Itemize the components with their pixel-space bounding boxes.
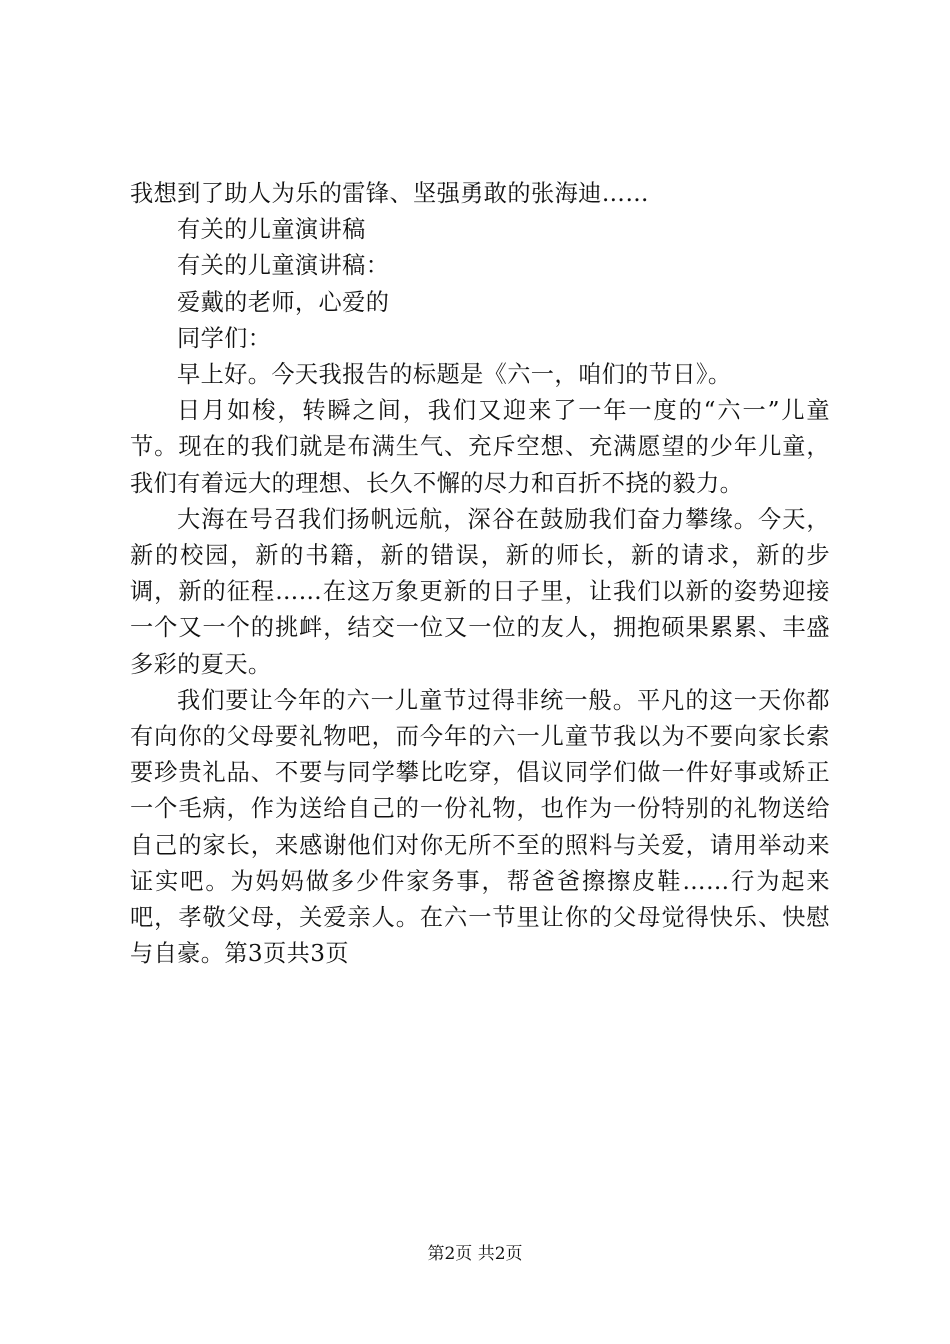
- section-subtitle: 有关的儿童演讲稿：: [177, 252, 390, 280]
- salutation-line-2: 同学们：: [177, 324, 272, 352]
- section-title: 有关的儿童演讲稿: [177, 216, 366, 244]
- paragraph-continuation: 我想到了助人为乐的雷锋、坚强勇敢的张海迪……: [130, 180, 649, 207]
- salutation-line-1: 爱戴的老师，心爱的: [177, 288, 390, 316]
- paragraph-3: 我们要让今年的六一儿童节过得非统一般。平凡的这一天你都有向你的父母要礼物吧，而今年的六一儿童节我以为不要向家长索要珍贵礼品、不要与同学攀比吃穿，倡议同学们做一件好事或矫正一个毛病，作为送给自己的一份礼物，也作为一份特别的礼物送给自己的家长，来感谢他们对你无所不至的照料与关爱，请用举动来证实吧。为妈妈做多少件家务事，帮爸爸擦擦皮鞋……行为起来吧，孝敬父母，关爱亲人。在六一节里让你的父母觉得快乐、快慰与自豪。第3页共3页: [130, 686, 830, 968]
- paragraph-2: 大海在号召我们扬帆远航，深谷在鼓励我们奋力攀缘。今天，新的校园，新的书籍，新的错误，新的师长，新的请求，新的步调，新的征程……在这万象更新的日子里，让我们以新的姿势迎接一个又一个的挑衅，结交一位又一位的友人，拥抱硕果累累、丰盛多彩的夏天。: [130, 505, 830, 678]
- paragraph-1: 日月如梭，转瞬之间，我们又迎来了一年一度的“六一”儿童节。现在的我们就是布满生气、充斥空想、充满愿望的少年儿童，我们有着远大的理想、长久不懈的尽力和百折不挠的毅力。: [130, 397, 830, 497]
- document-body: [130, 176, 830, 972]
- page-footer: 第2页 共2页: [427, 1244, 523, 1264]
- greeting-paragraph: 早上好。今天我报告的标题是《六一，咱们的节日》。: [177, 361, 732, 389]
